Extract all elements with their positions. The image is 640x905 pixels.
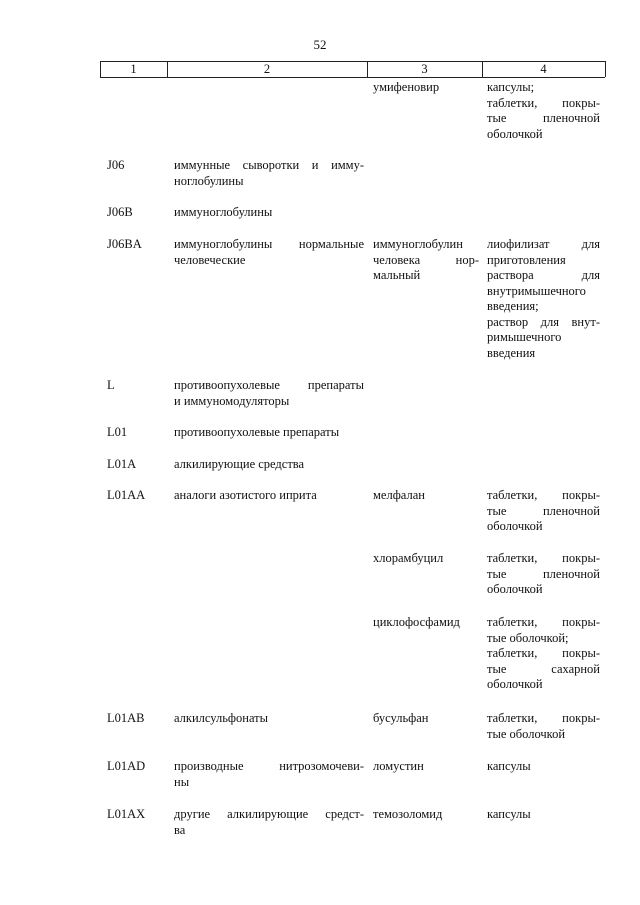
cell-inn: темозоломид [373,807,443,821]
page-number: 52 [313,37,327,52]
cell-atc-code: L01AD [107,759,146,773]
cell-inn: ломустин [373,759,424,773]
column-header-4: 4 [540,62,547,76]
cell-form: капсулы [487,759,531,773]
cell-atc-name: аналоги азотистого иприта [174,488,317,502]
cell-form: таблетки, покры- тые оболочкой [487,711,600,741]
cell-atc-name: противоопухолевые препараты [174,425,340,439]
cell-atc-name: иммуноглобулины нормальные человеческие [174,237,364,267]
cell-atc-code: L01AX [107,807,146,821]
cell-atc-name: другие алкилирующие средст- ва [174,807,364,837]
cell-atc-code: L01AA [107,488,146,502]
cell-atc-code: J06 [107,158,125,172]
cell-form: лиофилизат для приготовления раствора для внутримышечного введения; раствор для внут- римышечного введения [487,237,600,360]
cell-atc-code: L [107,378,115,392]
cell-atc-name: противоопухолевые препараты и иммуномодуляторы [174,378,364,408]
cell-inn: хлорамбуцил [373,551,444,565]
column-header-1: 1 [130,62,137,76]
cell-atc-code: J06BA [107,237,142,251]
cell-atc-code: L01 [107,425,128,439]
cell-inn: циклофосфамид [373,615,460,629]
header-divider [605,61,606,77]
cell-atc-name: алкилсульфонаты [174,711,269,725]
cell-atc-name: алкилирующие средства [174,457,305,471]
cell-atc-code: L01AB [107,711,145,725]
cell-inn: иммуноглобулин человека нор- мальный [373,237,479,282]
cell-form: таблетки, покры- тые пленочной оболочкой [487,551,600,596]
cell-form: таблетки, покры- тые оболочкой; таблетки, покры- тые сахарной оболочкой [487,615,600,691]
header-bottom-rule [100,77,605,78]
cell-atc-name: иммуноглобулины [174,205,273,219]
cell-form: капсулы [487,807,531,821]
cell-atc-code: J06B [107,205,133,219]
cell-form: капсулы; таблетки, покры- тые пленочной оболочкой [487,80,600,141]
cell-atc-name: иммунные сыворотки и имму- ноглобулины [174,158,364,188]
cell-atc-code: L01A [107,457,137,471]
cell-inn: умифеновир [373,80,440,94]
cell-form: таблетки, покры- тые пленочной оболочкой [487,488,600,533]
column-header-2: 2 [263,62,271,76]
cell-inn: мелфалан [373,488,425,502]
cell-atc-name: производные нитрозомочеви- ны [174,759,364,789]
cell-inn: бусульфан [373,711,429,725]
column-header-3: 3 [421,62,428,76]
